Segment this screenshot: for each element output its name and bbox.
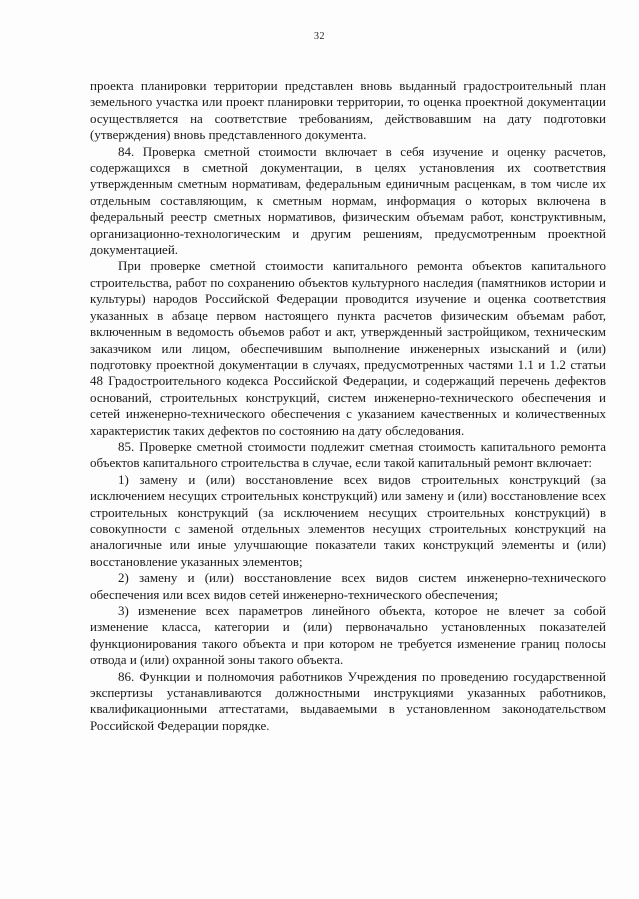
- page-number: 32: [314, 31, 325, 42]
- list-item-1: 1) замену и (или) восстановление всех видов строительных конструкций (за исключением несущих строительных конструкций) или замену и (или) восстановление всех строительных конструкций (за исключением несущих строительных конструкций) в совокупности с заменой отдельных элементов несущих строительных конструкций на аналогичные или иные улучшающие показатели таких конструкций элементы и (или) восстановление указанных элементов;: [90, 471, 606, 569]
- list-item-2: 2) замену и (или) восстановление всех видов систем инженерно-технического обеспечения или всех видов сетей инженерно-технического обеспечения;: [90, 570, 606, 602]
- paragraph-85: 85. Проверке сметной стоимости подлежит сметная стоимость капитального ремонта объектов капитального строительства в случае, если такой капитальный ремонт включает:: [90, 438, 606, 471]
- list-item-3: 3) изменение всех параметров линейного объекта, которое не влечет за собой изменение класса, категории и (или) первоначально установленных показателей функционирования такого объекта и при котором не требуется изменение границ полосы отвода и (или) охранной зоны такого объекта.: [90, 603, 606, 668]
- paragraph-continuation: проекта планировки территории представлен вновь выданный градостроительный план земельного участка или проект планировки территории, то оценка проектной документации осуществляется на соответствие требованиям, действовавшим на дату подготовки (утверждения) вновь представленного документа.: [90, 78, 606, 143]
- document-body: [90, 78, 606, 734]
- paragraph-84: 84. Проверка сметной стоимости включает в себя изучение и оценку расчетов, содержащихся в сметной документации, в целях установления их соответствия утвержденным сметным нормативам, федеральным единичным расценкам, в том числе их отдельным составляющим, к сметным нормам, информация о которых включена в федеральный реестр сметных нормативов, физическим объемам работ, конструктивным, организационно-технологическим и другим решениям, предусмотренным проектной документацией.: [90, 143, 606, 258]
- paragraph-capital-repair-check: При проверке сметной стоимости капитального ремонта объектов капитального строительства, работ по сохранению объектов культурного наследия (памятников истории и культуры) народов Российской Федерации проводится изучение и оценка соответствия указанных в абзаце первом настоящего пункта расчетов физическим объемам работ, включенным в ведомость объемов работ и акт, утвержденный застройщиком, техническим заказчиком или лицом, обеспечившим выполнение инженерных изысканий и (или) подготовку проектной документации в случаях, предусмотренных частями 1.1 и 1.2 статьи 48 Градостроительного кодекса Российской Федерации, и содержащий перечень дефектов оснований, строительных конструкций, систем инженерно-технического обеспечения и сетей инженерно-технического обеспечения с указанием качественных и количественных характеристик таких дефектов по состоянию на дату обследования.: [90, 258, 606, 438]
- paragraph-86: 86. Функции и полномочия работников Учреждения по проведению государственной экспертизы устанавливаются должностными инструкциями указанных работников, квалификационными аттестатами, выдаваемыми в установленном законодательством Российской Федерации порядке.: [90, 668, 606, 733]
